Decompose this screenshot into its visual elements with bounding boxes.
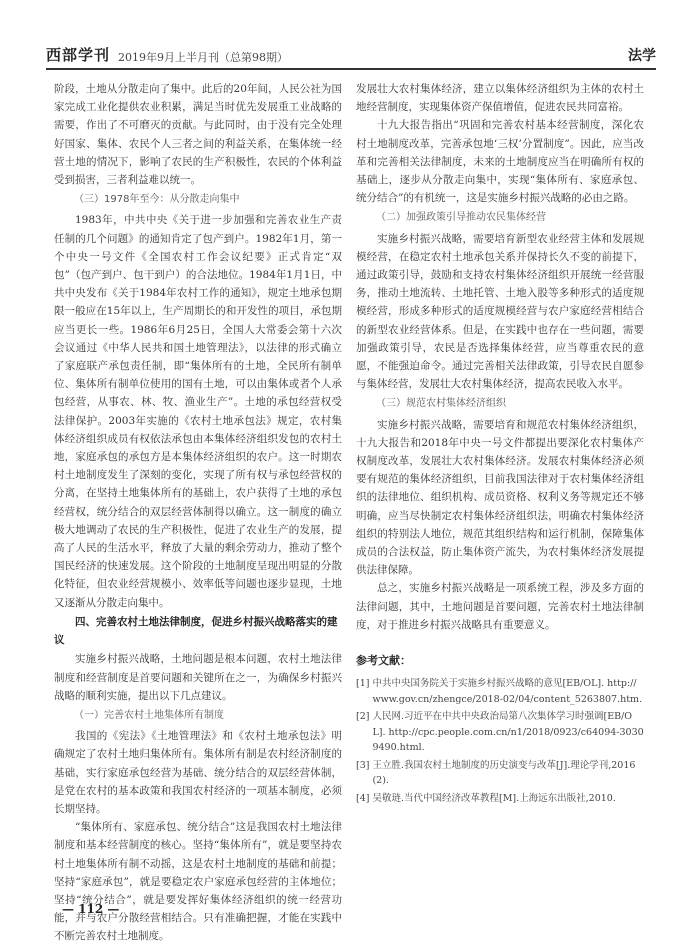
paragraph: 实施乡村振兴战略，土地问题是根本问题，农村土地法律制度和经营制度是首要问题和关键所在之一，为确保乡村振兴战略的顺利实施，提出以下几点建议。 bbox=[54, 653, 342, 702]
page-header bbox=[46, 42, 656, 70]
page-number: — 112 — bbox=[62, 902, 120, 916]
reference-citation: 人民网.习近平在中共中央政治局第八次集体学习时强调[EB/OL]. bbox=[372, 711, 633, 738]
subsection-heading: （一）完善农村土地集体所有制度 bbox=[74, 709, 224, 721]
section-label: 法学 bbox=[628, 48, 656, 64]
reference-item bbox=[356, 709, 644, 756]
reference-item bbox=[356, 758, 644, 789]
subsection-heading: （三）规范农村集体经济组织 bbox=[376, 398, 506, 410]
reference-text bbox=[372, 758, 644, 789]
reference-text bbox=[372, 709, 644, 756]
paragraph: 实施乡村振兴战略，需要培育新型农业经营主体和发展规模经营，在稳定农村土地承包关系并保持长久不变的前提下，通过政策引导，鼓励和支持农村集体经济组织开展统一经营服务，推动土地流转、土地托管、土地入股等多种形式的适度规模经营，形成多种形式的适度规模经营与农户家庭经营相结合的新型农业经营体系。但是，在实践中也存在一些问题，需要加强政策引导，农民是否选择集体经营，应当尊重农民的意愿，不能强迫命令。通过完善相关法律政策，引导农民自愿参与集体经营，发展壮大农村集体经济，提高农民收入水平。 bbox=[356, 232, 644, 391]
paragraph: “集体所有、家庭承包、统分结合”这是我国农村土地法律制度和基本经营制度的核心。坚持“集体所有”，就是要坚持农村土地集体所有制不动摇，这是农村土地制度的基础和前提；坚持“家庭承包”，就是要稳定农户家庭承包经营的主体地位；坚持“统分结合”，就是要发挥好集体经济组织的统一经营功能，并与农户分散经营相结合。只有准确把握，才能在实践中不断完善农村土地制度。 bbox=[54, 821, 342, 943]
left-column bbox=[54, 80, 342, 946]
paragraph: 发展壮大农村集体经济，建立以集体经济组织为主体的农村土地经营制度，实现集体资产保值增值，促进农民共同富裕。 bbox=[356, 83, 644, 114]
paragraph: 实施乡村振兴战略，需要培育和规范农村集体经济组织，十九大报告和2018年中央一号文件都提出要深化农村集体产权制度改革，发展壮大农村集体经济。发展农村集体经济必须要有规范的集体经济组织，目前我国法律对于农村集体经济组织的法律地位、组织机构、成员资格、权利义务等规定还不够明确，应当尽快制定农村集体经济组织法，明确农村集体经济组织的特别法人地位，规范其组织结构和运行机制，保障集体成员的合法权益，防止集体资产流失，为农村集体经济发展提供法律保障。 bbox=[356, 418, 644, 577]
paragraph: 1983年，中共中央《关于进一步加强和完善农业生产责任制的几个问题》的通知肯定了包产到户。1982年1月，第一个中央一号文件《全国农村工作会议纪要》正式肯定“双包”（包产到户、包干到户）的合法地位。1984年1月1日，中共中央发布《关于1984年农村工作的通知》，规定土地承包期限一般应在15年以上，生产周期长的和开发性的项目，承包期应当更长一些。1986年6月25日，全国人大常委会第十六次会议通过《中华人民共和国土地管理法》，以法律的形式确立了家庭联产承包责任制，即“集体所有的土地，全民所有制单位、集体所有制单位使用的国有土地，可以由集体或者个人承包经营，从事农、林、牧、渔业生产”。土地的承包经营权受法律保护。2003年实施的《农村土地承包法》规定，农村集体经济组织成员有权依法承包由本集体经济组织发包的农村土地，家庭承包的承包方是本集体经济组织的农户。这一时期农村土地制度发生了深刻的变化，实现了所有权与承包经营权的分离，在坚持土地集体所有的基础上，农户获得了土地的承包经营权，统分结合的双层经营体制得以确立。这一制度的确立极大地调动了农民的生产积极性，促进了农业生产的发展，提高了人民的生活水平，释放了大量的剩余劳动力，推动了整个国民经济的快速发展。这个阶段的土地制度呈现出明显的分散化特征，但农业经营规模小、效率低等问题也逐步显现，土地又逐渐从分散走向集中。 bbox=[54, 214, 342, 609]
reference-citation: 中共中央国务院关于实施乡村振兴战略的意见[EB/OL]. bbox=[372, 678, 605, 690]
reference-number: [4] bbox=[356, 792, 370, 804]
paragraph: 十九大报告指出“巩固和完善农村基本经营制度，深化农村土地制度改革，完善承包地‘三权’分置制度”。因此，应当改革和完善相关法律制度，未来的土地制度应当在明确所有权的基础上，逐步从分散走向集中，实现“集体所有、家庭承包、统分结合”的有机统一，这是实施乡村振兴战略的必由之路。 bbox=[356, 119, 644, 205]
reference-link[interactable]: http://www.gov.cn/zhengce/2018-02/04/content_5263807.htm. bbox=[372, 678, 643, 705]
paragraph: 阶段，土地从分散走向了集中。此后的20年间，人民公社为国家完成工业化提供农业积累，满足当时优先发展重工业战略的需要，作出了不可磨灭的贡献。与此同时，由于没有完全处理好国家、集体、农民个人三者之间的利益关系，在集体统一经营土地的情况下，影响了农民的生产积极性，农民的个体利益受到损害，三者利益难以统一。 bbox=[54, 83, 342, 187]
issue-info: 2019年9月上半月刊（总第98期） bbox=[118, 51, 289, 64]
reference-item bbox=[356, 676, 644, 707]
paragraph: 我国的《宪法》《土地管理法》和《农村土地承包法》明确规定了农村土地归集体所有。集体所有制是农村经济制度的基础，实行家庭承包经营为基础、统分结合的双层经营体制，是党在农村的基本政策和我国农村经济的一项基本制度，必须长期坚持。 bbox=[54, 730, 342, 815]
subsection-heading: （三）1978年至今：从分散走向集中 bbox=[74, 194, 240, 206]
subsection-heading: （二）加强政策引导推动农民集体经营 bbox=[376, 212, 546, 224]
header-left bbox=[46, 44, 288, 68]
reference-number: [1] bbox=[356, 678, 370, 690]
reference-text bbox=[372, 676, 644, 707]
right-column bbox=[356, 80, 644, 808]
journal-name: 西部学刊 bbox=[46, 46, 111, 64]
reference-item bbox=[356, 791, 644, 807]
reference-number: [2] bbox=[356, 711, 370, 723]
section-heading: 四、完善农村土地法律制度，促进乡村振兴战略落实的建议 bbox=[54, 615, 338, 647]
reference-number: [3] bbox=[356, 759, 370, 771]
reference-citation: 吴敬琏.当代中国经济改革教程[M].上海远东出版社,2010. bbox=[372, 792, 616, 804]
references-title: 参考文献： bbox=[356, 654, 411, 668]
reference-link[interactable]: http://cpc.people.com.cn/n1/2018/0923/c64094-30309490.html. bbox=[372, 726, 644, 754]
reference-citation: 王立胜.我国农村土地制度的历史演变与改革[J].理论学刊,2016(2). bbox=[372, 759, 636, 787]
paragraph: 总之，实施乡村振兴战略是一项系统工程，涉及多方面的法律问题，其中，土地问题是首要问题，完善农村土地法律制度，对于推进乡村振兴战略具有重要意义。 bbox=[356, 582, 644, 631]
reference-text bbox=[372, 791, 644, 807]
